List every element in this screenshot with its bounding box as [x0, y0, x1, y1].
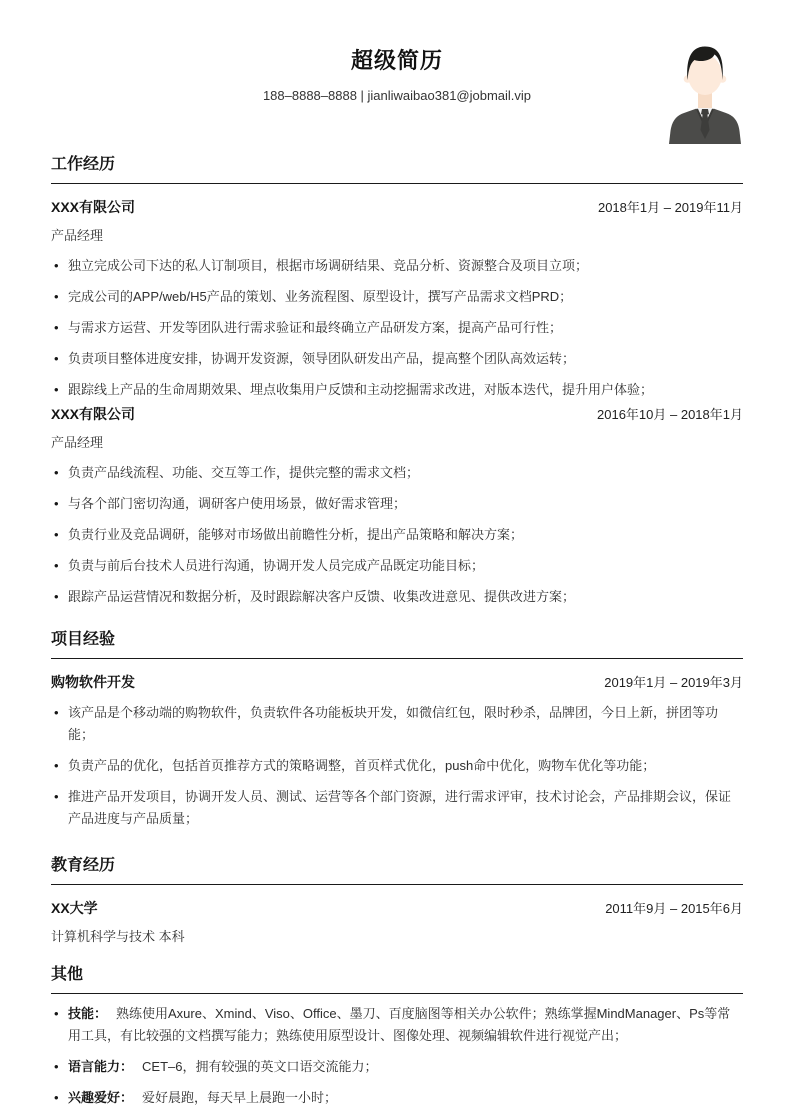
bullet-item: • 独立完成公司下达的私人订制项目，根据市场调研结果、竞品分析、资源整合及项目立项；	[51, 255, 743, 277]
company-name: XXX有限公司	[51, 199, 136, 215]
degree-title: 计算机科学与技术 本科	[51, 929, 185, 944]
project-name: 购物软件开发	[51, 674, 135, 690]
bullet-list	[51, 702, 743, 830]
bullet-item: • 推进产品开发项目，协调开发人员、测试、运营等各个部门资源，进行需求评审，技术讨论会，产品排期会议，保证产品进度与产品质量；	[51, 786, 743, 830]
bullet-label: 技能：	[68, 1006, 108, 1021]
bullet-label: 兴趣爱好：	[68, 1090, 134, 1105]
section-education	[51, 856, 743, 947]
bullet-list	[51, 462, 743, 608]
bullet-item: • 该产品是个移动端的购物软件，负责软件各功能板块开发，如微信红包，限时秒杀，品牌团，今日上新，拼团等功能；	[51, 702, 743, 746]
company-name: XXX有限公司	[51, 406, 136, 422]
bullet-item: • 与需求方运营、开发等团队进行需求验证和最终确立产品研发方案，提高产品可行性；	[51, 317, 743, 339]
work-entry	[51, 404, 743, 608]
bullet-label: 语言能力：	[68, 1059, 134, 1074]
bullet-item: • 与各个部门密切沟通，调研客户使用场景，做好需求管理；	[51, 493, 743, 515]
project-entry	[51, 672, 743, 830]
section-heading-education: 教育经历	[51, 856, 743, 885]
section-heading-work: 工作经历	[51, 155, 743, 184]
entry-date: 2016年10月 – 2018年1月	[597, 407, 743, 422]
school-name: XX大学	[51, 900, 98, 916]
bullet-list	[51, 1003, 743, 1107]
bullet-text: 熟练使用Axure、Xmind、Viso、Office、墨刀、百度脑图等相关办公软件；熟练掌握MindManager、Ps等常用工具，有比较强的文档撰写能力；熟练使用原型设计、图像处理、视频编辑软件进行视觉产出；	[68, 1006, 731, 1043]
entry-date: 2018年1月 – 2019年11月	[597, 200, 743, 215]
entry-header-row	[51, 672, 743, 693]
entry-header-row	[51, 898, 743, 919]
bullet-item	[51, 1003, 743, 1047]
bullet-item: • 负责产品线流程、功能、交互等工作，提供完整的需求文档；	[51, 462, 743, 484]
bullet-item	[51, 1056, 743, 1078]
avatar	[668, 40, 742, 144]
role-title: 产品经理	[51, 228, 104, 243]
bullet-item: • 负责行业及竞品调研，能够对市场做出前瞻性分析，提出产品策略和解决方案；	[51, 524, 743, 546]
role-title: 产品经理	[51, 435, 104, 450]
bullet-item: • 负责产品的优化，包括首页推荐方式的策略调整，首页样式优化，push命中优化，购物车优化等功能；	[51, 755, 743, 777]
entry-header-row	[51, 404, 743, 425]
entry-date: 2019年1月 – 2019年3月	[604, 675, 743, 690]
bullet-item: • 负责项目整体进度安排，协调开发资源，领导团队研发出产品，提高整个团队高效运转；	[51, 348, 743, 370]
entry-header-row	[51, 197, 743, 218]
bullet-item: • 跟踪产品运营情况和数据分析，及时跟踪解决客户反馈、收集改进意见、提供改进方案；	[51, 586, 743, 608]
bullet-item	[51, 1087, 743, 1107]
contact-line: 188–8888–8888 | jianliwaibao381@jobmail.vip	[262, 88, 532, 103]
bullet-item: • 负责与前后台技术人员进行沟通，协调开发人员完成产品既定功能目标；	[51, 555, 743, 577]
bullet-text: CET–6，拥有较强的英文口语交流能力；	[142, 1059, 378, 1074]
entry-date: 2011年9月 – 2015年6月	[605, 901, 743, 916]
education-entry	[51, 898, 743, 947]
section-heading-other: 其他	[51, 965, 743, 994]
section-heading-project: 项目经验	[51, 630, 743, 659]
bullet-text: 爱好晨跑，每天早上晨跑一小时；	[142, 1090, 338, 1105]
work-entry	[51, 197, 743, 401]
bullet-item: • 完成公司的APP/web/H5产品的策划、业务流程图、原型设计，撰写产品需求文档PRD；	[51, 286, 743, 308]
section-project	[51, 630, 743, 830]
bullet-item: • 跟踪线上产品的生命周期效果、埋点收集用户反馈和主动挖掘需求改进，对版本迭代，提升用户体验；	[51, 379, 743, 401]
section-work	[51, 155, 743, 608]
bullet-list	[51, 255, 743, 401]
section-other	[51, 965, 743, 1107]
page-title: 超级简历	[350, 48, 443, 73]
